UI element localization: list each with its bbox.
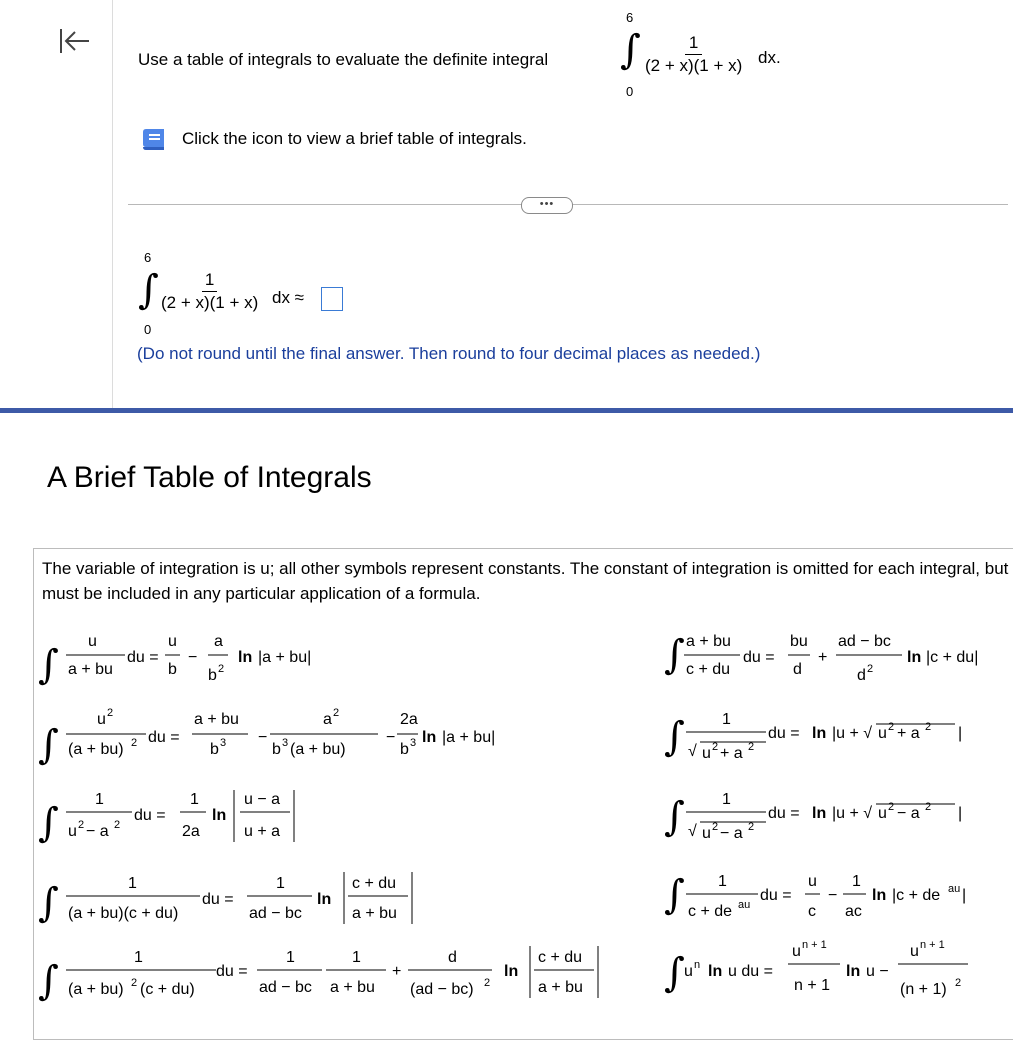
svg-text:ln: ln [212, 807, 227, 824]
svg-text:b: b [400, 741, 409, 758]
question-upper-limit: 6 [626, 10, 634, 25]
svg-text:2: 2 [484, 977, 491, 989]
answer-upper-limit: 6 [144, 250, 152, 265]
section-divider [0, 408, 1013, 413]
collapse-panel-button[interactable] [58, 26, 92, 56]
svg-text:∫: ∫ [664, 872, 685, 918]
svg-text:u: u [910, 943, 919, 960]
svg-text:− a: − a [86, 823, 109, 840]
question-numerator: 1 [685, 34, 702, 55]
svg-text:ln: ln [708, 963, 723, 980]
svg-text:d: d [857, 667, 866, 684]
question-lower-limit: 0 [626, 84, 634, 99]
svg-text:u: u [878, 805, 887, 822]
svg-text:1: 1 [128, 875, 137, 892]
svg-text:bu: bu [790, 633, 808, 650]
svg-text:a + bu: a + bu [538, 979, 583, 996]
svg-text:u: u [97, 711, 106, 728]
svg-text:a: a [323, 711, 332, 728]
svg-text:ad − bc: ad − bc [259, 979, 312, 996]
svg-text:(n + 1): (n + 1) [900, 981, 947, 998]
svg-text:|a + bu|: |a + bu| [258, 649, 312, 666]
svg-text:c + du: c + du [538, 949, 583, 966]
svg-text:du =: du = [202, 891, 234, 908]
more-button[interactable]: ••• [521, 197, 573, 214]
svg-text:√: √ [688, 823, 697, 840]
svg-text:1: 1 [190, 791, 199, 808]
svg-text:d: d [448, 949, 457, 966]
svg-text:2: 2 [867, 663, 874, 675]
svg-text:u: u [878, 725, 887, 742]
svg-text:au: au [948, 883, 961, 895]
svg-text:d: d [793, 661, 802, 678]
svg-text:|: | [962, 887, 967, 904]
svg-text:1: 1 [95, 791, 104, 808]
svg-text:n + 1: n + 1 [794, 977, 831, 994]
svg-text:1: 1 [286, 949, 295, 966]
svg-text:+ a: + a [897, 725, 920, 742]
svg-text:2: 2 [955, 977, 962, 989]
svg-text:|u + √: |u + √ [832, 805, 873, 822]
svg-text:c + du: c + du [352, 875, 397, 892]
svg-text:u: u [68, 823, 77, 840]
svg-text:3: 3 [282, 737, 289, 749]
formula-10 [664, 939, 968, 998]
svg-text:2a: 2a [182, 823, 200, 840]
table-title: A Brief Table of Integrals [47, 461, 372, 494]
svg-text:a + bu: a + bu [68, 661, 113, 678]
svg-text:ln: ln [504, 963, 519, 980]
collapse-left-icon [58, 26, 92, 56]
svg-text:u −: u − [866, 963, 889, 980]
svg-text:b: b [210, 741, 219, 758]
svg-text:a + bu: a + bu [686, 633, 731, 650]
rounding-note: (Do not round until the final answer. Then round to four decimal places as needed.) [137, 344, 761, 363]
answer-integral-sign: ∫ [138, 267, 159, 313]
svg-text:ln: ln [812, 725, 827, 742]
svg-text:a + bu: a + bu [330, 979, 375, 996]
svg-text:(a + bu): (a + bu) [290, 741, 346, 758]
svg-text:n + 1: n + 1 [920, 939, 945, 951]
svg-text:c: c [808, 903, 816, 920]
formula-9 [664, 872, 966, 920]
formula-6 [664, 632, 978, 684]
svg-text:2: 2 [107, 707, 114, 719]
svg-text:u: u [168, 633, 177, 650]
answer-denominator: (2 + x)(1 + x) [161, 293, 259, 312]
svg-text:du =: du = [134, 807, 166, 824]
svg-text:ln: ln [907, 649, 922, 666]
svg-text:ln: ln [872, 887, 887, 904]
svg-text:(a + bu): (a + bu) [68, 981, 124, 998]
answer-numerator: 1 [202, 271, 217, 292]
question-dx: dx. [758, 48, 781, 67]
svg-text:2: 2 [218, 663, 225, 675]
formula-8 [664, 791, 962, 842]
svg-text:(c + du): (c + du) [140, 981, 195, 998]
svg-text:ln: ln [317, 891, 332, 908]
svg-text:2: 2 [748, 741, 755, 753]
svg-text:(a + bu)(c + du): (a + bu)(c + du) [68, 905, 179, 922]
formula-2 [38, 707, 495, 768]
svg-text:|a + bu|: |a + bu| [442, 729, 496, 746]
svg-text:−: − [258, 729, 268, 746]
svg-text:ln: ln [846, 963, 861, 980]
svg-text:2: 2 [131, 977, 138, 989]
svg-text:2: 2 [888, 801, 895, 813]
svg-text:2: 2 [712, 821, 719, 833]
svg-text:2: 2 [888, 721, 895, 733]
svg-text:2: 2 [333, 707, 340, 719]
svg-text:a + bu: a + bu [194, 711, 239, 728]
svg-text:au: au [738, 899, 751, 911]
svg-text:du =: du = [127, 649, 159, 666]
svg-text:∫: ∫ [38, 880, 59, 926]
integral-sign: ∫ [620, 27, 641, 73]
svg-text:1: 1 [718, 873, 727, 890]
book-icon [140, 126, 168, 152]
svg-text:ln: ln [238, 649, 253, 666]
svg-text:du =: du = [768, 805, 800, 822]
svg-text:− a: − a [897, 805, 920, 822]
svg-text:u − a: u − a [244, 791, 281, 808]
svg-text:u: u [702, 745, 711, 762]
svg-text:ad − bc: ad − bc [249, 905, 302, 922]
svg-text:du =: du = [743, 649, 775, 666]
svg-text:du =: du = [760, 887, 792, 904]
svg-text:(ad − bc): (ad − bc) [410, 981, 474, 998]
svg-text:u: u [702, 825, 711, 842]
svg-text:∫: ∫ [38, 800, 59, 846]
svg-text:du =: du = [148, 729, 180, 746]
svg-text:2: 2 [925, 801, 932, 813]
svg-text:+: + [392, 963, 402, 980]
svg-text:∫: ∫ [664, 794, 685, 840]
svg-text:2: 2 [925, 721, 932, 733]
svg-text:3: 3 [220, 737, 227, 749]
svg-text:|: | [958, 725, 963, 742]
svg-text:− a: − a [720, 825, 743, 842]
svg-text:2a: 2a [400, 711, 418, 728]
svg-text:a: a [214, 633, 223, 650]
formula-table [0, 600, 1013, 1024]
svg-text:u: u [684, 963, 693, 980]
table-link-button[interactable] [140, 126, 168, 152]
answer-dx-approx: dx ≈ [272, 288, 305, 307]
svg-text:1: 1 [722, 711, 731, 728]
svg-text:∫: ∫ [38, 722, 59, 768]
svg-text:2: 2 [748, 821, 755, 833]
svg-text:1: 1 [722, 791, 731, 808]
svg-text:+ a: + a [720, 745, 743, 762]
svg-text:∫: ∫ [664, 632, 685, 678]
svg-text:ac: ac [845, 903, 862, 920]
formula-1 [38, 633, 311, 688]
svg-text:−: − [386, 729, 396, 746]
svg-text:u: u [792, 943, 801, 960]
svg-text:b: b [168, 661, 177, 678]
svg-text:2: 2 [78, 819, 85, 831]
svg-text:∫: ∫ [38, 642, 59, 688]
svg-text:∫: ∫ [38, 958, 59, 1004]
svg-text:|: | [958, 805, 963, 822]
svg-text:2: 2 [712, 741, 719, 753]
svg-text:n + 1: n + 1 [802, 939, 827, 951]
svg-text:∫: ∫ [664, 714, 685, 760]
svg-text:√: √ [688, 743, 697, 760]
question-integral [620, 8, 800, 108]
formula-5 [38, 946, 598, 1004]
formula-7 [664, 711, 962, 762]
svg-text:c + du: c + du [686, 661, 731, 678]
svg-text:ln: ln [422, 729, 437, 746]
svg-text:ad − bc: ad − bc [838, 633, 891, 650]
svg-text:1: 1 [852, 873, 861, 890]
table-intro: The variable of integration is u; all other symbols represent constants. The constant of integration is omitted for each integral, but must be included in any particular application of a formula. [42, 559, 1009, 603]
svg-text:ln: ln [812, 805, 827, 822]
svg-text:a + bu: a + bu [352, 905, 397, 922]
svg-text:2: 2 [114, 819, 121, 831]
question-prompt: Use a table of integrals to evaluate the definite integral [138, 50, 549, 69]
svg-text:1: 1 [276, 875, 285, 892]
svg-text:∫: ∫ [664, 950, 685, 996]
svg-text:1: 1 [134, 949, 143, 966]
svg-text:|u + √: |u + √ [832, 725, 873, 742]
answer-lower-limit: 0 [144, 322, 152, 337]
svg-text:(a + bu): (a + bu) [68, 741, 124, 758]
svg-text:u + a: u + a [244, 823, 281, 840]
formula-3 [38, 790, 294, 846]
svg-text:u: u [88, 633, 97, 650]
svg-text:du =: du = [216, 963, 248, 980]
formula-4 [38, 872, 412, 926]
svg-text:|c + de: |c + de [892, 887, 941, 904]
svg-text:u du =: u du = [728, 963, 773, 980]
svg-text:du =: du = [768, 725, 800, 742]
table-link-text[interactable]: Click the icon to view a brief table of integrals. [182, 129, 527, 148]
svg-text:−: − [188, 649, 198, 666]
svg-text:−: − [828, 887, 838, 904]
svg-text:3: 3 [410, 737, 417, 749]
question-denominator: (2 + x)(1 + x) [645, 56, 743, 75]
svg-text:|c + du|: |c + du| [926, 649, 979, 666]
svg-text:2: 2 [131, 737, 138, 749]
svg-text:n: n [694, 959, 701, 971]
svg-text:+: + [818, 649, 828, 666]
svg-text:b: b [272, 741, 281, 758]
svg-text:1: 1 [352, 949, 361, 966]
answer-input[interactable] [321, 287, 343, 311]
svg-text:u: u [808, 873, 817, 890]
panel-divider [112, 0, 113, 410]
svg-text:c + de: c + de [688, 903, 733, 920]
svg-text:b: b [208, 667, 217, 684]
